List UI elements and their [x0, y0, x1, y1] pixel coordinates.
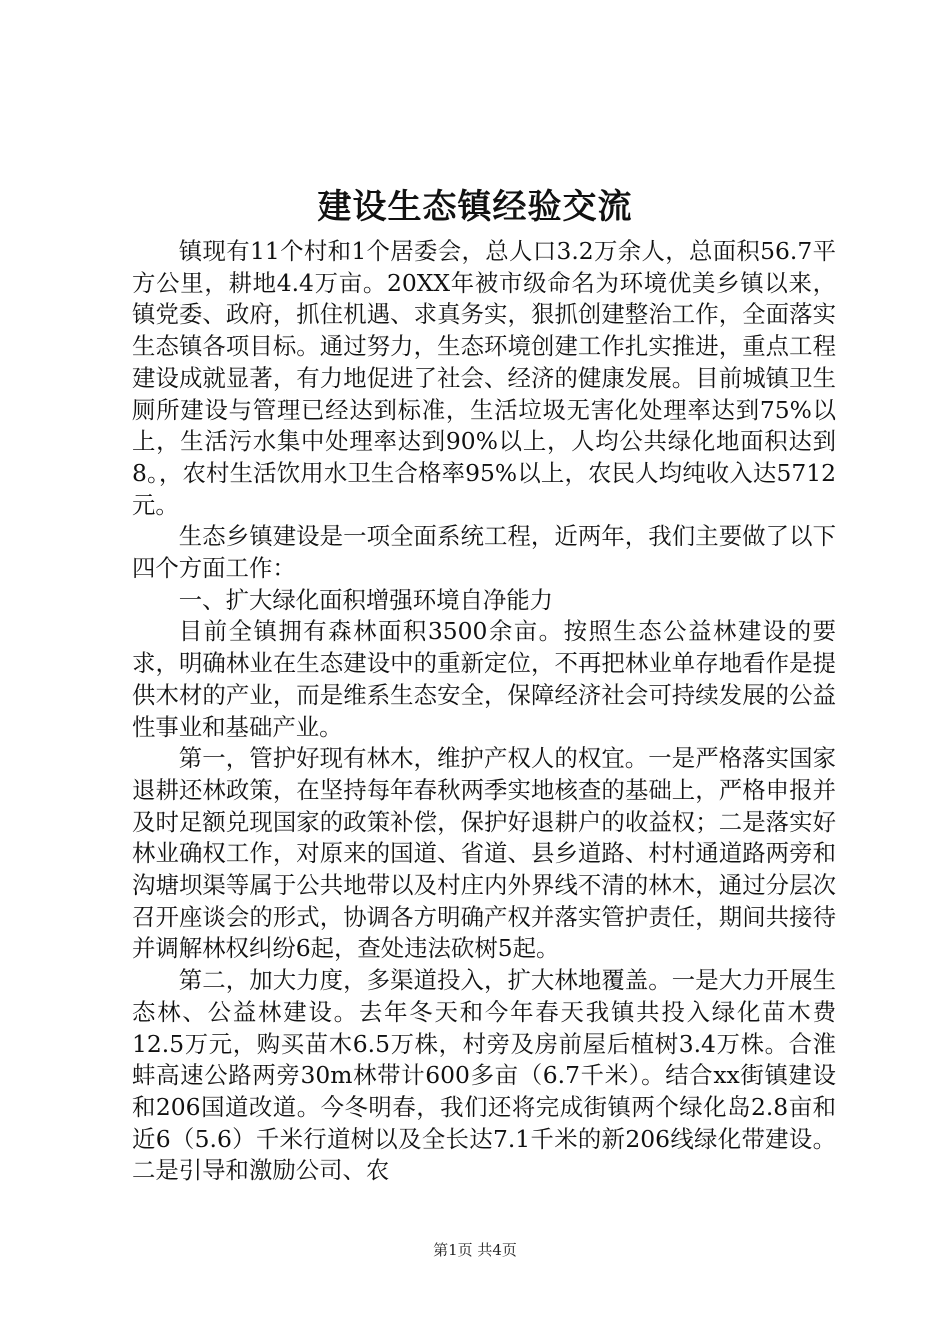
paragraph-intro: 生态乡镇建设是一项全面系统工程，近两年，我们主要做了以下四个方面工作： — [132, 522, 836, 583]
paragraph-overview: 镇现有11个村和1个居委会，总人口3.2万余人，总面积56.7平方公里，耕地4.4万亩。20XX年被市级命名为环境优美乡镇以来，镇党委、政府，抓住机遇、求真务实，狠抓创建整治工作，全面落实生态镇各项目标。通过努力，生态环境创建工作扎实推进，重点工程建设成就显著，有力地促进了社会、经济的健康发展。目前城镇卫生厕所建设与管理已经达到标准，生活垃圾无害化处理率达到75%以上，生活污水集中处理率达到90%以上，人均公共绿化地面积达到8。，农村生活饮用水卫生合格率95%以上，农民人均纯收入达5712元。 — [132, 237, 836, 519]
paragraph-forest-area: 目前全镇拥有森林面积3500余亩。按照生态公益林建设的要求，明确林业在生态建设中的重新定位，不再把林业单存地看作是提供木材的产业，而是维系生态安全，保障经济社会可持续发展的公益性事业和基础产业。 — [132, 617, 836, 741]
paragraph-second-point: 第二，加大力度，多渠道投入，扩大林地覆盖。一是大力开展生态林、公益林建设。去年冬天和今年春天我镇共投入绿化苗木费12.5万元，购买苗木6.5万株，村旁及房前屋后植树3.4万株。合淮蚌高速公路两旁30m林带计600多亩（6.7千米）。结合xx街镇建设和206国道改道。今冬明春，我们还将完成街镇两个绿化岛2.8亩和近6（5.6）千米行道树以及全长达7.1千米的新206线绿化带建设。二是引导和激励公司、农 — [132, 966, 836, 1185]
document-body — [132, 236, 836, 1187]
document-title: 建设生态镇经验交流 — [317, 187, 633, 227]
page-footer: 第1页 共4页 — [433, 1241, 517, 1259]
section-heading-1: 一、扩大绿化面积增强环境自净能力 — [178, 585, 554, 614]
paragraph-first-point: 第一，管护好现有林木，维护产权人的权宜。一是严格落实国家退耕还林政策，在坚持每年春秋两季实地核查的基础上，严格申报并及时足额兑现国家的政策补偿，保护好退耕户的收益权；二是落实好林业确权工作，对原来的国道、省道、县乡道路、村村通道路两旁和沟塘坝渠等属于公共地带以及村庄内外界线不清的林木，通过分层次召开座谈会的形式，协调各方明确产权并落实管护责任，期间共接待并调解林权纠纷6起，查处违法砍树5起。 — [132, 744, 836, 963]
